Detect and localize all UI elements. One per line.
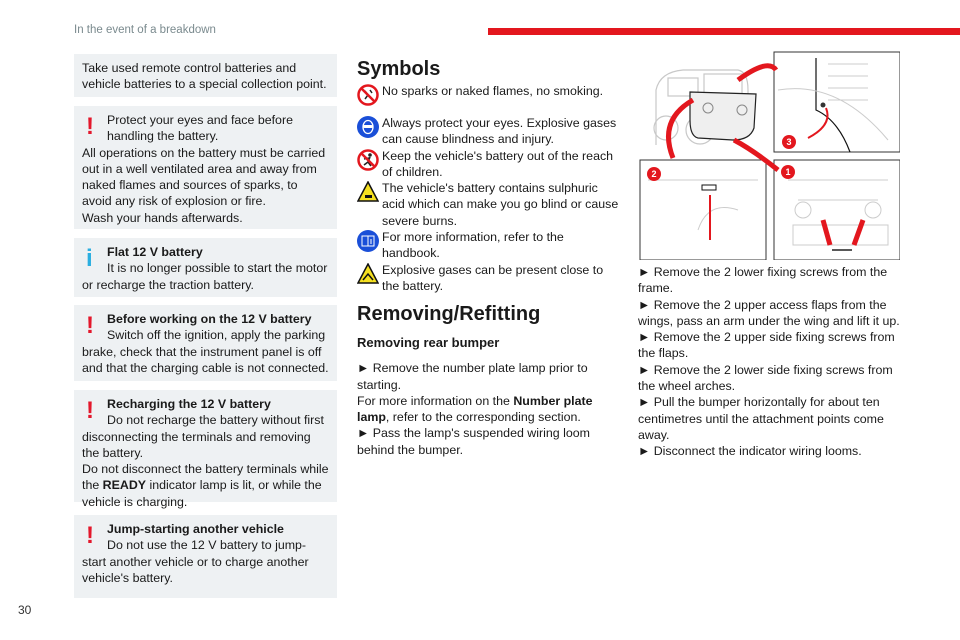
symbol-children — [357, 148, 622, 181]
symbol-no-flames — [357, 83, 622, 115]
symbol-text: No sparks or naked flames, no smoking. — [382, 84, 604, 98]
warning-body: Do not use the 12 V battery to jump-start another vehicle or to charge another vehicle's battery. — [82, 538, 309, 585]
warning-box-protect — [74, 106, 337, 229]
removing-refitting-heading: Removing/Refitting — [357, 303, 541, 326]
callout-3: 3 — [786, 137, 792, 147]
warning-icon: ! — [86, 113, 94, 140]
warning-title: Recharging the 12 V battery — [107, 397, 271, 411]
note-text: Take used remote control batteries and vehicle batteries to a special collection point. — [82, 61, 327, 92]
step-text: ► Disconnect the indicator wiring looms. — [638, 444, 862, 459]
symbol-acid — [357, 180, 622, 229]
warning-title: Before working on the 12 V battery — [107, 312, 312, 326]
warning-icon: ! — [86, 397, 94, 424]
header-accent-bar — [488, 28, 960, 35]
reference-text: For more information on the — [357, 393, 514, 408]
right-column-steps — [638, 264, 903, 460]
step-text: ► Remove the 2 upper access flaps from the wings, pass an arm under the wing and lift it up. — [638, 297, 900, 328]
keep-away-children-icon — [357, 149, 379, 171]
removing-rear-bumper-heading: Removing rear bumper — [357, 335, 500, 351]
warning-body-3: indicator lamp is lit, or while the vehicle is charging. — [82, 478, 322, 509]
warning-title: Jump-starting another vehicle — [107, 522, 284, 536]
warning-body-2: Do not disconnect the battery terminals while the — [82, 462, 329, 493]
step-text: ► Remove the 2 lower fixing screws from the frame. — [638, 265, 888, 296]
callout-1: 1 — [785, 167, 791, 177]
bumper-removal-illustration — [638, 50, 900, 260]
step-text: ► Pass the lamp's suspended wiring loom behind the bumper. — [357, 426, 590, 457]
warning-lead: Protect your eyes and face before handling the battery. — [107, 113, 293, 144]
info-box-flat-battery — [74, 238, 337, 297]
warning-body: All operations on the battery must be carried out in a well ventilated area and away from naked flames and sources of sparks, to avoid any risk of explosion or fire. — [82, 145, 326, 209]
symbol-text: Always protect your eyes. Explosive gases can cause blindness and injury. — [382, 116, 617, 147]
eye-protection-icon — [357, 116, 379, 138]
symbol-explosive — [357, 262, 622, 295]
warning-body: Do not recharge the battery without first disconnecting the terminals and removing the battery. — [82, 413, 324, 460]
explosive-icon — [357, 263, 379, 285]
warning-icon: ! — [86, 312, 94, 339]
step-text: ► Remove the 2 upper side fixing screws from the flaps. — [638, 330, 895, 361]
callout-2: 2 — [651, 169, 657, 179]
step-text: ► Remove the 2 lower side fixing screws from the wheel arches. — [638, 362, 893, 394]
symbol-text: Keep the vehicle's battery out of the reach of children. — [382, 148, 614, 179]
warning-icon: ! — [86, 522, 94, 549]
acid-warning-icon — [357, 181, 379, 203]
symbol-eye-protection — [357, 115, 622, 148]
recycling-note — [74, 54, 337, 97]
section-header: In the event of a breakdown — [74, 24, 216, 36]
symbol-text: Explosive gases can be present close to the battery. — [382, 262, 604, 293]
middle-column — [357, 57, 622, 458]
ready-lamp-label: READY — [102, 478, 147, 493]
warning-body: Switch off the ignition, apply the parking brake, check that the instrument panel is off and that the charging cable is not connected. — [82, 328, 329, 375]
info-icon: i — [86, 245, 93, 272]
symbol-text: For more information, refer to the handbook. — [382, 230, 564, 261]
info-title: Flat 12 V battery — [107, 245, 203, 259]
handbook-icon — [357, 230, 379, 252]
warning-tail: Wash your hands afterwards. — [82, 210, 243, 225]
symbols-heading: Symbols — [357, 58, 441, 80]
symbol-text: The vehicle's battery contains sulphuric acid which can make you go blind or cause severe burns. — [382, 181, 619, 228]
no-flames-icon — [357, 84, 379, 106]
step-text: ► Pull the bumper horizontally for about ten centimetres until the attachment points come away. — [638, 395, 884, 442]
step-text: ► Remove the number plate lamp prior to starting. — [357, 361, 588, 392]
info-body: It is no longer possible to start the motor or recharge the traction battery. — [82, 261, 328, 292]
warning-box-recharging — [74, 390, 337, 509]
reference-link[interactable]: Number plate lamp — [357, 393, 593, 425]
warning-box-before-working — [74, 305, 337, 381]
symbol-handbook — [357, 229, 622, 262]
page-number: 30 — [18, 603, 32, 617]
warning-box-jump-start — [74, 515, 337, 598]
reference-text-end: , refer to the corresponding section. — [385, 410, 581, 425]
